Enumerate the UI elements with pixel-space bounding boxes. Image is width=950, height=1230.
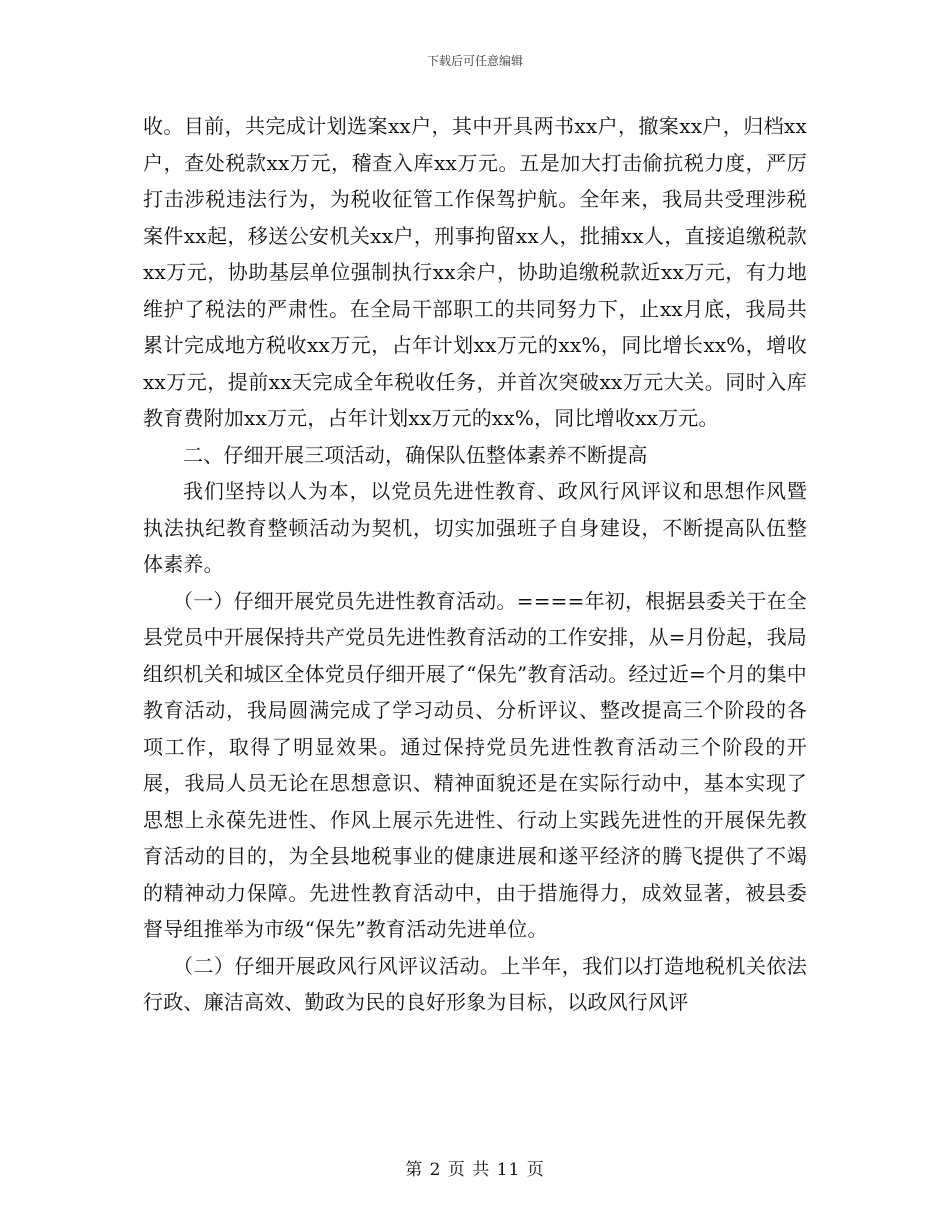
paragraph-section-intro: 我们坚持以人为本，以党员先进性教育、政风行风评议和思想作风暨执法执纪教育整顿活动为契机，切实加强班子自身建设，不断提高队伍整体素养。 <box>143 479 807 576</box>
page-number-footer: 第 2 页 共 11 页 <box>405 1160 545 1180</box>
section-heading-two: 二、仔细开展三项活动，确保队伍整体素养不断提高 <box>183 442 648 467</box>
page-header-note: 下载后可任意编辑 <box>426 54 523 68</box>
paragraph-tax-summary: 收。目前，共完成计划选案xx户，其中开具两书xx户，撤案xx户，归档xx户，查处税款xx万元，稽查入库xx万元。五是加大打击偷抗税力度，严厉打击涉税违法行为，为税收征管工作保驾护航。全年来，我局共受理涉税案件xx起，移送公安机关xx户，刑事拘留xx人，批捕xx人，直接追缴税款xx万元，协助基层单位强制执行xx余户，协助追缴税款近xx万元，有力地维护了税法的严肃性。在全局干部职工的共同努力下，止xx月底，我局共累计完成地方税收xx万元，占年计划xx万元的xx%，同比增长xx%，增收xx万元，提前xx天完成全年税收任务，并首次突破xx万元大关。同时入库教育费附加xx万元，占年计划xx万元的xx%，同比增收xx万元。 <box>143 114 807 430</box>
document-body <box>143 108 807 1021</box>
paragraph-style-review: （二）仔细开展政风行风评议活动。上半年，我们以打造地税机关依法行政、廉洁高效、勤政为民的良好形象为目标，以政风行风评 <box>143 953 807 1014</box>
paragraph-party-education: （一）仔细开展党员先进性教育活动。====年初，根据县委关于在全县党员中开展保持共产党员先进性教育活动的工作安排，从=月份起，我局组织机关和城区全体党员仔细开展了“保先”教育活动。经过近=个月的集中教育活动，我局圆满完成了学习动员、分析评议、整改提高三个阶段的各项工作，取得了明显效果。通过保持党员先进性教育活动三个阶段的开展，我局人员无论在思想意识、精神面貌还是在实际行动中，基本实现了思想上永葆先进性、作风上展示先进性、行动上实践先进性的开展保先教育活动的目的，为全县地税事业的健康进展和遂平经济的腾飞提供了不竭的精神动力保障。先进性教育活动中，由于措施得力，成效显著，被县委督导组推举为市级“保先”教育活动先进单位。 <box>143 588 808 941</box>
